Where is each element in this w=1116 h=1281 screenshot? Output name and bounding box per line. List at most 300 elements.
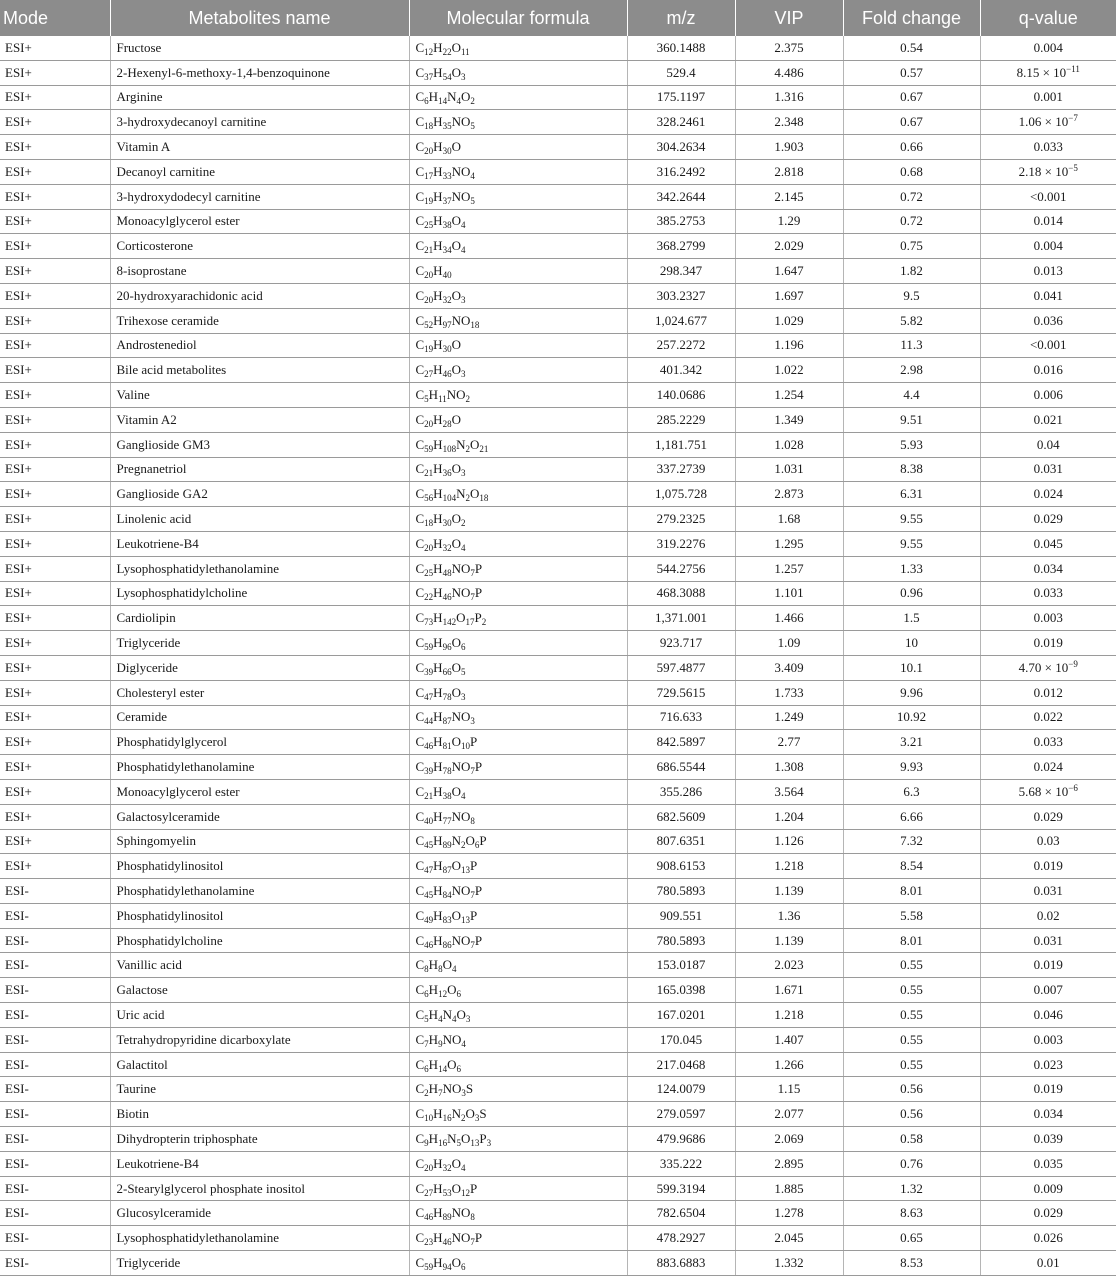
q-value-text: 0.009 xyxy=(1033,1180,1063,1196)
formula-element: O xyxy=(451,411,461,427)
cell-mode: ESI+ xyxy=(0,482,110,507)
formula-subscript: 4 xyxy=(460,245,466,256)
formula-element: N xyxy=(456,486,466,502)
formula-subscript: 6 xyxy=(474,840,480,851)
q-value-text: 0.035 xyxy=(1033,1155,1063,1171)
formula-element: H xyxy=(433,238,443,254)
cell-q-value xyxy=(980,680,1116,705)
formula-subscript: 13 xyxy=(460,865,470,876)
cell-molecular-formula xyxy=(409,680,627,705)
q-value-text: 0.04 xyxy=(1036,436,1060,452)
formula-element: H xyxy=(433,783,443,799)
cell-mz: 1,075.728 xyxy=(627,482,735,507)
cell-molecular-formula xyxy=(409,705,627,730)
cell-mode: ESI+ xyxy=(0,135,110,160)
table-row xyxy=(0,1251,1116,1276)
formula-subscript: 3 xyxy=(470,716,475,727)
formula-element: H xyxy=(433,1230,443,1246)
cell-q-value xyxy=(980,1052,1116,1077)
cell-q-value xyxy=(980,655,1116,680)
formula-subscript: 59 xyxy=(424,443,434,454)
cell-mz: 385.2753 xyxy=(627,209,735,234)
cell-q-value xyxy=(980,1226,1116,1251)
cell-fold-change: 0.55 xyxy=(843,1027,980,1052)
formula-subscript: 19 xyxy=(424,344,434,355)
formula-subscript: 18 xyxy=(479,493,489,504)
cell-metabolite-name: Monoacylglycerol ester xyxy=(110,779,409,804)
cell-vip: 1.407 xyxy=(735,1027,843,1052)
formula-element: H xyxy=(433,759,443,774)
table-header xyxy=(0,0,1116,36)
formula-subscript: 4 xyxy=(461,1038,466,1049)
formula-element: C xyxy=(415,1031,425,1047)
cell-mode: ESI+ xyxy=(0,159,110,184)
formula-element: C xyxy=(415,982,425,998)
cell-metabolite-name: Leukotriene-B4 xyxy=(110,1151,409,1176)
formula-subscript: 59 xyxy=(424,1261,434,1272)
cell-mz: 479.9686 xyxy=(627,1127,735,1152)
q-value-text: 0.006 xyxy=(1033,387,1063,403)
table-row xyxy=(0,482,1116,507)
table-row xyxy=(0,879,1116,904)
formula-element: C xyxy=(415,610,425,626)
formula-element: H xyxy=(428,89,439,105)
formula-element: H xyxy=(433,882,443,898)
formula-element: O xyxy=(451,1180,461,1196)
formula-subscript: 66 xyxy=(442,666,452,677)
cell-fold-change: 3.21 xyxy=(843,730,980,755)
cell-fold-change: 0.67 xyxy=(843,110,980,135)
formula-element: O xyxy=(442,957,452,973)
formula-subscript: 3 xyxy=(465,1013,471,1024)
cell-vip: 1.028 xyxy=(735,432,843,457)
formula-element: C xyxy=(415,1130,425,1146)
formula-subscript: 3 xyxy=(460,369,466,380)
cell-mode: ESI+ xyxy=(0,556,110,581)
formula-subscript: 142 xyxy=(442,617,457,628)
formula-element: O xyxy=(451,1254,461,1270)
table-row xyxy=(0,978,1116,1003)
formula-subscript: 20 xyxy=(424,418,434,429)
cell-fold-change: 0.68 xyxy=(843,159,980,184)
formula-element: H xyxy=(433,1106,443,1122)
cell-molecular-formula xyxy=(409,407,627,432)
q-value-text: 0.033 xyxy=(1033,734,1063,750)
cell-mz: 468.3088 xyxy=(627,581,735,606)
cell-q-value xyxy=(980,1003,1116,1028)
table-row xyxy=(0,531,1116,556)
formula-element: C xyxy=(415,1180,425,1196)
formula-subscript: 46 xyxy=(442,369,452,380)
formula-element: NO xyxy=(442,1081,462,1097)
header-row xyxy=(0,0,1116,36)
formula-subscript: 25 xyxy=(424,567,434,578)
formula-element: O xyxy=(451,511,461,527)
table-row xyxy=(0,407,1116,432)
cell-mode: ESI- xyxy=(0,1251,110,1276)
cell-mode: ESI+ xyxy=(0,581,110,606)
formula-subscript: 5 xyxy=(424,394,429,405)
cell-fold-change: 0.66 xyxy=(843,135,980,160)
cell-q-value xyxy=(980,631,1116,656)
cell-fold-change: 0.55 xyxy=(843,953,980,978)
formula-element: O xyxy=(451,461,461,477)
formula-element: NO xyxy=(451,312,471,328)
cell-mode: ESI+ xyxy=(0,60,110,85)
cell-q-value xyxy=(980,606,1116,631)
cell-metabolite-name: Galactitol xyxy=(110,1052,409,1077)
cell-metabolite-name: Cholesteryl ester xyxy=(110,680,409,705)
q-value-text: 0.034 xyxy=(1033,560,1063,576)
cell-vip: 1.349 xyxy=(735,407,843,432)
q-value-text: 0.001 xyxy=(1033,89,1063,105)
cell-mode: ESI- xyxy=(0,1077,110,1102)
cell-molecular-formula xyxy=(409,1176,627,1201)
cell-metabolite-name: Biotin xyxy=(110,1102,409,1127)
formula-subscript: 28 xyxy=(442,418,452,429)
cell-q-value xyxy=(980,234,1116,259)
formula-element: H xyxy=(433,1155,443,1171)
formula-element: NO xyxy=(451,114,471,130)
cell-mode: ESI+ xyxy=(0,730,110,755)
cell-q-value xyxy=(980,110,1116,135)
cell-vip: 1.139 xyxy=(735,928,843,953)
formula-element: N xyxy=(451,1106,461,1122)
formula-element: P xyxy=(469,1180,478,1196)
formula-element: C xyxy=(415,64,425,80)
header-mode: Mode xyxy=(0,0,110,36)
formula-element: H xyxy=(433,734,443,750)
formula-subscript: 6 xyxy=(424,1063,429,1074)
cell-metabolite-name: Uric acid xyxy=(110,1003,409,1028)
cell-molecular-formula xyxy=(409,184,627,209)
cell-mz: 316.2492 xyxy=(627,159,735,184)
table-row xyxy=(0,854,1116,879)
cell-metabolite-name: Phosphatidylinositol xyxy=(110,903,409,928)
formula-element: P xyxy=(479,833,487,849)
cell-mode: ESI+ xyxy=(0,234,110,259)
cell-fold-change: 0.96 xyxy=(843,581,980,606)
formula-element: O xyxy=(451,1155,461,1171)
formula-subscript: 4 xyxy=(470,170,475,181)
formula-subscript: 3 xyxy=(461,1088,466,1099)
q-value-text: 0.019 xyxy=(1033,957,1063,973)
formula-element: H xyxy=(428,387,439,403)
formula-element: C xyxy=(415,709,425,725)
cell-metabolite-name: Ganglioside GM3 xyxy=(110,432,409,457)
cell-q-value xyxy=(980,1251,1116,1276)
formula-element: O xyxy=(451,907,461,923)
formula-subscript: 10 xyxy=(424,1113,434,1124)
formula-subscript: 18 xyxy=(424,121,434,132)
formula-element: H xyxy=(433,511,443,527)
formula-subscript: 2 xyxy=(465,443,470,454)
cell-metabolite-name: Dihydropterin triphosphate xyxy=(110,1127,409,1152)
formula-subscript: 33 xyxy=(442,170,452,181)
q-value-text: 0.016 xyxy=(1033,362,1063,378)
formula-element: O xyxy=(451,858,461,874)
cell-metabolite-name: Ganglioside GA2 xyxy=(110,482,409,507)
cell-molecular-formula xyxy=(409,978,627,1003)
cell-metabolite-name: Sphingomyelin xyxy=(110,829,409,854)
cell-mz: 1,181.751 xyxy=(627,432,735,457)
formula-element: C xyxy=(415,287,425,303)
cell-fold-change: 9.55 xyxy=(843,531,980,556)
q-value-exponent: −7 xyxy=(1068,113,1078,124)
cell-vip: 1.308 xyxy=(735,755,843,780)
formula-element: N xyxy=(456,436,466,452)
cell-vip: 1.031 xyxy=(735,457,843,482)
formula-subscript: 4 xyxy=(460,220,466,231)
header-metabolite-name: Metabolites name xyxy=(110,0,409,36)
table-row xyxy=(0,110,1116,135)
q-value-text: 0.007 xyxy=(1033,982,1063,998)
cell-fold-change: 9.55 xyxy=(843,507,980,532)
formula-subscript: 2 xyxy=(460,1113,466,1124)
formula-subscript: 20 xyxy=(424,542,434,553)
formula-element: P xyxy=(474,560,483,576)
cell-fold-change: 8.53 xyxy=(843,1251,980,1276)
q-value-text: 0.003 xyxy=(1033,1031,1063,1047)
cell-q-value xyxy=(980,1176,1116,1201)
cell-molecular-formula xyxy=(409,209,627,234)
formula-subscript: 39 xyxy=(424,766,434,776)
formula-subscript: 20 xyxy=(424,270,434,281)
formula-element: O xyxy=(447,1056,457,1072)
formula-subscript: 3 xyxy=(474,1113,480,1124)
cell-fold-change: 0.56 xyxy=(843,1102,980,1127)
formula-subscript: 77 xyxy=(442,815,452,826)
formula-element: O xyxy=(451,213,461,229)
cell-mz: 360.1488 xyxy=(627,36,735,60)
cell-molecular-formula xyxy=(409,135,627,160)
table-row xyxy=(0,85,1116,110)
formula-element: O xyxy=(451,659,461,675)
formula-subscript: 13 xyxy=(470,1137,480,1148)
cell-mz: 337.2739 xyxy=(627,457,735,482)
formula-subscript: 6 xyxy=(456,989,461,1000)
cell-vip: 2.77 xyxy=(735,730,843,755)
cell-molecular-formula xyxy=(409,804,627,829)
cell-fold-change: 8.54 xyxy=(843,854,980,879)
formula-subscript: 40 xyxy=(442,270,452,281)
formula-subscript: 19 xyxy=(424,195,434,206)
cell-mode: ESI+ xyxy=(0,308,110,333)
formula-subscript: 30 xyxy=(442,146,452,157)
formula-element: C xyxy=(415,436,425,452)
formula-element: H xyxy=(428,1006,439,1022)
formula-element: P xyxy=(474,1230,483,1246)
cell-molecular-formula xyxy=(409,631,627,656)
cell-molecular-formula xyxy=(409,531,627,556)
cell-mode: ESI+ xyxy=(0,36,110,60)
cell-molecular-formula xyxy=(409,85,627,110)
cell-mz: 335.222 xyxy=(627,1151,735,1176)
cell-metabolite-name: Phosphatidylethanolamine xyxy=(110,755,409,780)
cell-mode: ESI- xyxy=(0,953,110,978)
formula-element: O xyxy=(456,1006,466,1022)
q-value-text: 0.031 xyxy=(1033,882,1063,898)
cell-fold-change: 5.58 xyxy=(843,903,980,928)
q-value-exponent: −11 xyxy=(1066,63,1080,74)
cell-fold-change: 6.66 xyxy=(843,804,980,829)
table-row xyxy=(0,581,1116,606)
cell-vip: 1.278 xyxy=(735,1201,843,1226)
q-value-text: 0.019 xyxy=(1033,858,1063,874)
cell-fold-change: 1.82 xyxy=(843,259,980,284)
formula-subscript: 25 xyxy=(424,220,434,231)
cell-molecular-formula xyxy=(409,1251,627,1276)
cell-metabolite-name: Cardiolipin xyxy=(110,606,409,631)
cell-q-value xyxy=(980,755,1116,780)
cell-metabolite-name: 20-hydroxyarachidonic acid xyxy=(110,283,409,308)
cell-q-value xyxy=(980,308,1116,333)
formula-element: C xyxy=(415,1254,425,1270)
formula-subscript: 47 xyxy=(424,865,434,876)
formula-element: H xyxy=(433,560,443,576)
formula-element: C xyxy=(415,238,425,254)
cell-mz: 686.5544 xyxy=(627,755,735,780)
formula-subscript: 49 xyxy=(424,914,434,925)
cell-mz: 401.342 xyxy=(627,358,735,383)
table-row xyxy=(0,1226,1116,1251)
cell-vip: 1.29 xyxy=(735,209,843,234)
formula-subscript: 32 xyxy=(442,1162,452,1173)
cell-mode: ESI+ xyxy=(0,184,110,209)
q-value-text: <0.001 xyxy=(1029,188,1067,204)
formula-element: O xyxy=(451,362,461,378)
formula-element: C xyxy=(415,362,425,378)
formula-subscript: 6 xyxy=(424,96,429,107)
formula-subscript: 3 xyxy=(486,1137,492,1148)
table-row xyxy=(0,1077,1116,1102)
table-row xyxy=(0,184,1116,209)
cell-metabolite-name: Vitamin A xyxy=(110,135,409,160)
formula-subscript: 84 xyxy=(442,889,452,900)
cell-vip: 1.697 xyxy=(735,283,843,308)
formula-element: H xyxy=(433,684,443,700)
cell-mode: ESI+ xyxy=(0,804,110,829)
cell-molecular-formula xyxy=(409,556,627,581)
cell-mz: 544.2756 xyxy=(627,556,735,581)
formula-subscript: 7 xyxy=(470,592,475,603)
formula-element: H xyxy=(433,436,443,452)
cell-mode: ESI+ xyxy=(0,755,110,780)
formula-subscript: 2 xyxy=(460,518,466,529)
q-value-text: 4.70 × 10 xyxy=(1018,659,1069,675)
cell-mode: ESI+ xyxy=(0,209,110,234)
formula-element: NO xyxy=(451,560,471,576)
table-row xyxy=(0,1201,1116,1226)
formula-subscript: 48 xyxy=(442,567,452,578)
formula-subscript: 37 xyxy=(442,195,452,206)
cell-mz: 807.6351 xyxy=(627,829,735,854)
cell-q-value xyxy=(980,209,1116,234)
cell-mode: ESI+ xyxy=(0,829,110,854)
formula-element: C xyxy=(415,907,425,923)
cell-metabolite-name: Phosphatidylinositol xyxy=(110,854,409,879)
q-value-text: 0.03 xyxy=(1036,833,1060,849)
cell-metabolite-name: Diglyceride xyxy=(110,655,409,680)
table-row xyxy=(0,829,1116,854)
formula-element: H xyxy=(433,188,443,204)
cell-vip: 3.409 xyxy=(735,655,843,680)
cell-metabolite-name: Lysophosphatidylcholine xyxy=(110,581,409,606)
cell-fold-change: 10.1 xyxy=(843,655,980,680)
formula-element: H xyxy=(433,139,443,155)
cell-mz: 170.045 xyxy=(627,1027,735,1052)
formula-element: C xyxy=(415,684,425,700)
formula-subscript: 8 xyxy=(424,964,429,975)
formula-element: NO xyxy=(451,932,471,948)
q-value-text: 0.004 xyxy=(1033,39,1063,55)
cell-q-value xyxy=(980,36,1116,60)
cell-vip: 2.069 xyxy=(735,1127,843,1152)
formula-subscript: 96 xyxy=(442,642,452,653)
cell-fold-change: 8.01 xyxy=(843,928,980,953)
cell-fold-change: 6.31 xyxy=(843,482,980,507)
formula-element: C xyxy=(415,759,425,774)
cell-q-value xyxy=(980,135,1116,160)
cell-mz: 124.0079 xyxy=(627,1077,735,1102)
table-row xyxy=(0,903,1116,928)
cell-mode: ESI- xyxy=(0,1201,110,1226)
cell-molecular-formula xyxy=(409,606,627,631)
q-value-text: 0.023 xyxy=(1033,1056,1063,1072)
formula-subscript: 11 xyxy=(460,46,470,57)
cell-fold-change: 9.93 xyxy=(843,755,980,780)
formula-element: H xyxy=(433,411,443,427)
q-value-text: 8.15 × 10 xyxy=(1016,64,1067,80)
formula-subscript: 12 xyxy=(424,46,434,57)
cell-mode: ESI+ xyxy=(0,457,110,482)
cell-q-value xyxy=(980,60,1116,85)
q-value-text: 1.06 × 10 xyxy=(1018,114,1069,130)
formula-subscript: 2 xyxy=(460,840,466,851)
cell-vip: 2.873 xyxy=(735,482,843,507)
cell-q-value xyxy=(980,383,1116,408)
formula-element: O xyxy=(447,982,457,998)
formula-element: H xyxy=(433,932,443,948)
q-value-text: 0.034 xyxy=(1033,1106,1063,1122)
cell-vip: 1.196 xyxy=(735,333,843,358)
formula-element: O xyxy=(456,610,466,626)
cell-molecular-formula xyxy=(409,1077,627,1102)
formula-element: NO xyxy=(451,882,471,898)
cell-vip: 1.733 xyxy=(735,680,843,705)
table-row xyxy=(0,730,1116,755)
cell-molecular-formula xyxy=(409,1102,627,1127)
formula-element: O xyxy=(451,287,461,303)
formula-subscript: 30 xyxy=(442,344,452,355)
cell-molecular-formula xyxy=(409,1027,627,1052)
cell-vip: 1.254 xyxy=(735,383,843,408)
formula-element: O xyxy=(451,238,461,254)
formula-element: C xyxy=(415,486,425,502)
cell-vip: 1.466 xyxy=(735,606,843,631)
cell-mode: ESI+ xyxy=(0,705,110,730)
formula-subscript: 16 xyxy=(438,1137,448,1148)
cell-mz: 1,371.001 xyxy=(627,606,735,631)
cell-fold-change: 1.33 xyxy=(843,556,980,581)
cell-metabolite-name: Bile acid metabolites xyxy=(110,358,409,383)
cell-q-value xyxy=(980,730,1116,755)
formula-subscript: 59 xyxy=(424,642,434,653)
cell-mode: ESI- xyxy=(0,1052,110,1077)
cell-mz: 923.717 xyxy=(627,631,735,656)
table-row xyxy=(0,333,1116,358)
cell-mode: ESI+ xyxy=(0,631,110,656)
